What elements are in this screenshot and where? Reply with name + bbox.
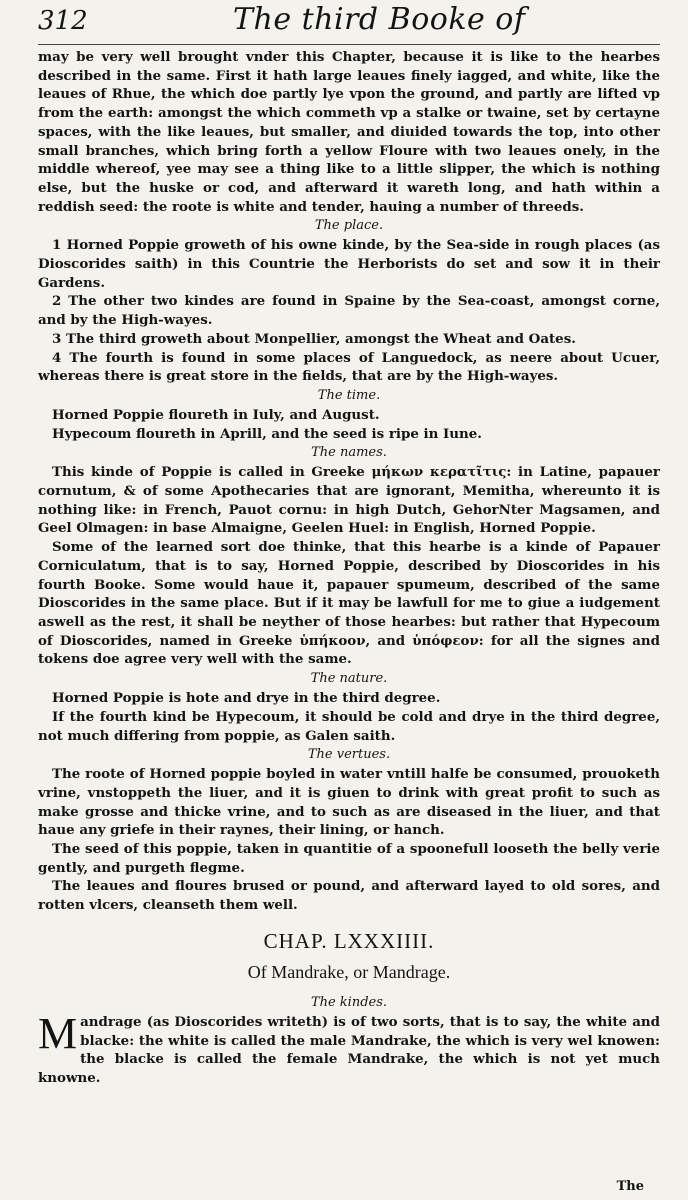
time-line: Horned Poppie floureth in Iuly, and August. — [52, 406, 380, 423]
place-item: 3 The third groweth about Monpellier, amongst the Wheat and Oates. — [52, 330, 576, 347]
running-head — [38, 0, 660, 48]
names-heading: The names. — [311, 445, 387, 461]
time-heading: The time. — [317, 387, 381, 403]
time-line: Hypecoum floureth in Aprill, and the seed is ripe in Iune. — [52, 425, 482, 442]
drop-cap: M — [38, 1008, 78, 1058]
vertues-paragraph: The roote of Horned poppie boyled in water vntill halfe be consumed, prouoketh vrine, vnstoppeth the liuer, and it is giuen to drink with great profit to such as make grosse and thicke vrine, and to such as are diseased in the liuer, and that haue any griefe in their raynes, their lining, or hanch. — [38, 766, 660, 839]
nature-paragraph: If the fourth kind be Hypecoum, it should be cold and drye in the third degree, not much differing from poppie, as Galen saith. — [38, 708, 660, 744]
names-paragraph: Some of the learned sort doe thinke, that this hearbe is a kinde of Papauer Corniculatum, that is to say, Horned Poppie, described by Dioscorides in his fourth Booke. Some would haue it, papauer spumeum, described of the same Dioscorides in the same place. But if it may be lawfull for me to giue a iudgement aswell as the rest, it shall be neyther of those hearbes: but rather that Hypecoum of Dioscorides, named in Greeke ὑπήκοον, and ὑπόφεον: for all the signes and tokens doe agree very well with the same. — [38, 539, 660, 668]
nature-heading: The nature. — [310, 671, 388, 687]
vertues-heading: The vertues. — [307, 747, 391, 763]
place-item: 4 The fourth is found in some places of Languedock, as neere about Ucuer, whereas there is great store in the fields, that are by the High-wayes. — [38, 349, 660, 385]
running-title: The third Booke of — [233, 2, 526, 37]
kindes-text: andrage (as Dioscorides writeth) is of two sorts, that is to say, the white and blacke: the white is called the male Mandrake, the which is very wel knowen: the blacke is called the female Mandrake, the which is not yet much knowne. — [38, 1013, 660, 1086]
intro-paragraph: may be very well brought vnder this Chapter, because it is like to the hearbes described in the same. First it hath large leaues finely iagged, and white, like the leaues of Rhue, the which doe partly lye vpon the ground, and partly are lifted vp from the earth: amongst the which commeth vp a stalke or twaine, set by certayne spaces, with the like leaues, but smaller, and diuided towards the top, into other small branches, which bring forth a yellow Floure with two leaues onely, in the middle whereof, yee may see a thing like to a little slipper, the which is nothing else, but the huske or cod, and afterward it wareth long, and hath within a reddish seed: the roote is white and tender, hauing a number of threeds. — [38, 49, 660, 215]
chapter-title: Of Mandrake, or Mandrage. — [247, 961, 451, 982]
chapter-number: CHAP. LXXXIIII. — [263, 928, 435, 953]
header-rule — [38, 44, 660, 45]
catchword: The — [616, 1179, 644, 1194]
place-item: 1 Horned Poppie groweth of his owne kinde, by the Sea-side in rough places (as Dioscorides saith) in this Countrie the Herborists do set and sow it in their Gardens. — [38, 237, 660, 291]
place-heading: The place. — [314, 218, 384, 234]
vertues-paragraph: The seed of this poppie, taken in quantitie of a spoonefull looseth the belly verie gently, and purgeth flegme. — [38, 841, 660, 876]
kindes-paragraph — [38, 1008, 660, 1088]
vertues-paragraph: The leaues and floures brused or pound, and afterward layed to old sores, and rotten vlcers, cleanseth them well. — [38, 878, 660, 914]
kindes-heading: The kindes. — [310, 994, 388, 1010]
page-number: 312 — [38, 6, 88, 36]
nature-paragraph: Horned Poppie is hote and drye in the third degree. — [52, 690, 441, 707]
place-item: 2 The other two kindes are found in Spaine by the Sea-coast, amongst corne, and by the High-wayes. — [38, 293, 660, 329]
names-paragraph: This kinde of Poppie is called in Greeke μήκων κερατῖτις: in Latine, papauer cornutum, & of some Apothecaries that are ignorant, Memitha, whereunto it is nothing like: in French, Pauot cornu: in high Dutch, GehorNter Magsamen, and Geel Olmagen: in base Almaigne, Geelen Huel: in English, Horned Poppie. — [38, 464, 660, 537]
